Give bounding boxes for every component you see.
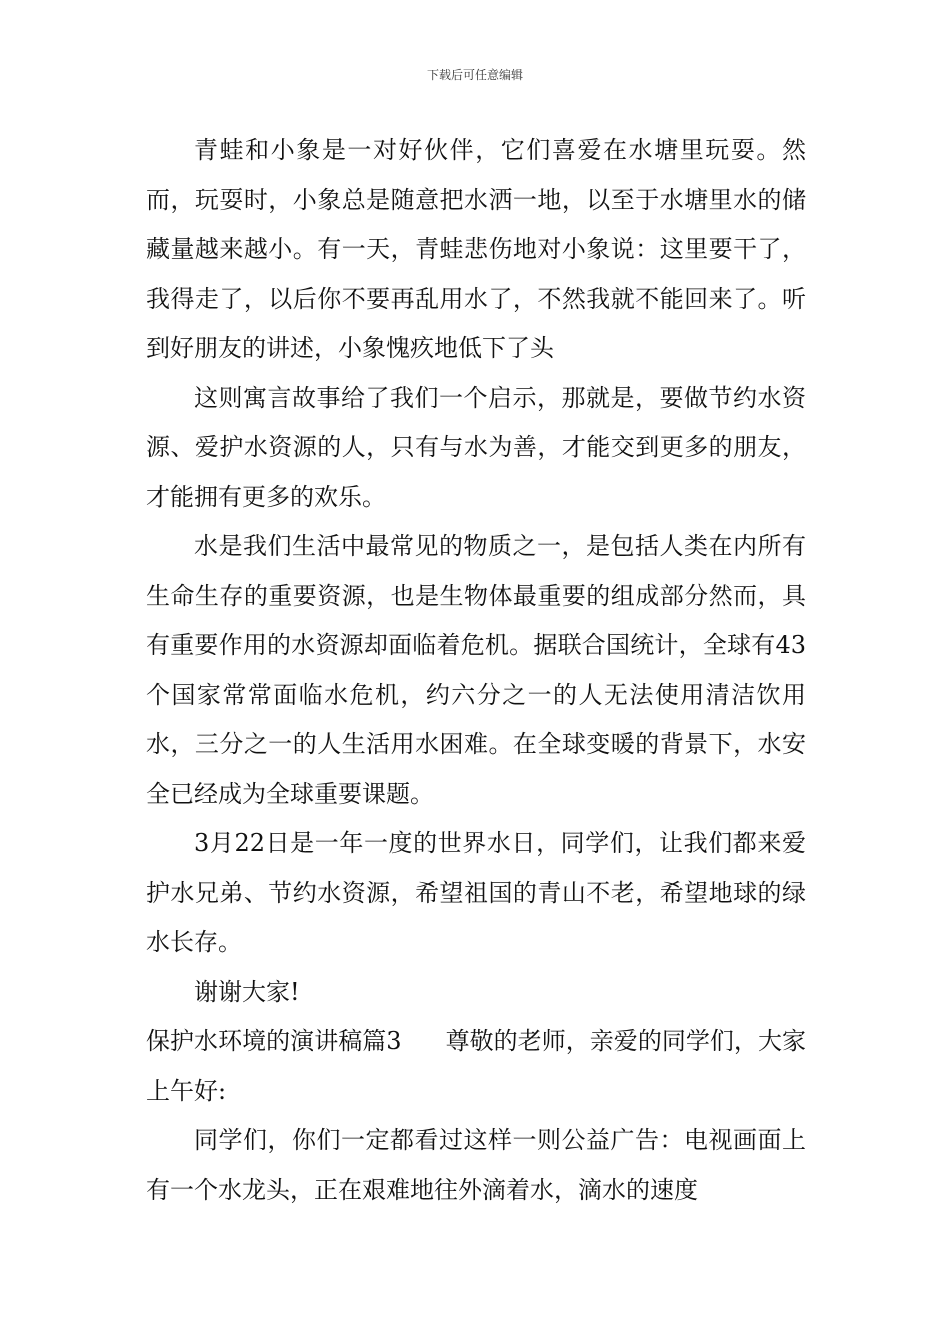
paragraph-thanks: 谢谢大家! <box>194 977 300 1006</box>
page-header: 下载后可任意编辑 <box>426 68 523 82</box>
paragraph-public-ad: 同学们，你们一定都看过这样一则公益广告：电视画面上有一个水龙头，正在艰难地往外滴着水，滴水的速度 <box>146 1126 806 1204</box>
paragraph-fable-lesson: 这则寓言故事给了我们一个启示，那就是，要做节约水资源、爱护水资源的人，只有与水为善，才能交到更多的朋友，才能拥有更多的欢乐。 <box>146 383 806 511</box>
section-title: 保护水环境的演讲稿篇3 <box>146 1027 402 1055</box>
paragraph-world-water-day: 3月22日是一年一度的世界水日，同学们，让我们都来爱护水兄弟、节约水资源，希望祖国的青山不老，希望地球的绿水长存。 <box>146 829 806 956</box>
paragraph-water-crisis: 水是我们生活中最常见的物质之一，是包括人类在内所有生命生存的重要资源，也是生物体最重要的组成部分然而，具有重要作用的水资源却面临着危机。据联合国统计，全球有43个国家常常面临水危机，约六分之一的人无法使用清洁饮用水，三分之一的人生活用水困难。在全球变暖的背景下，水安全已经成为全球重要课题。 <box>146 532 806 808</box>
section-heading-line <box>146 1017 806 1116</box>
document-body <box>146 126 806 1215</box>
section-intro: 尊敬的老师，亲爱的同学们，大家上午好: <box>146 1027 806 1105</box>
paragraph-frog-elephant: 青蛙和小象是一对好伙伴，它们喜爱在水塘里玩耍。然而，玩耍时，小象总是随意把水洒一地，以至于水塘里水的储藏量越来越小。有一天，青蛙悲伤地对小象说：这里要干了，我得走了，以后你不要再乱用水了，不然我就不能回来了。听到好朋友的讲述，小象愧疚地低下了头 <box>146 136 806 362</box>
